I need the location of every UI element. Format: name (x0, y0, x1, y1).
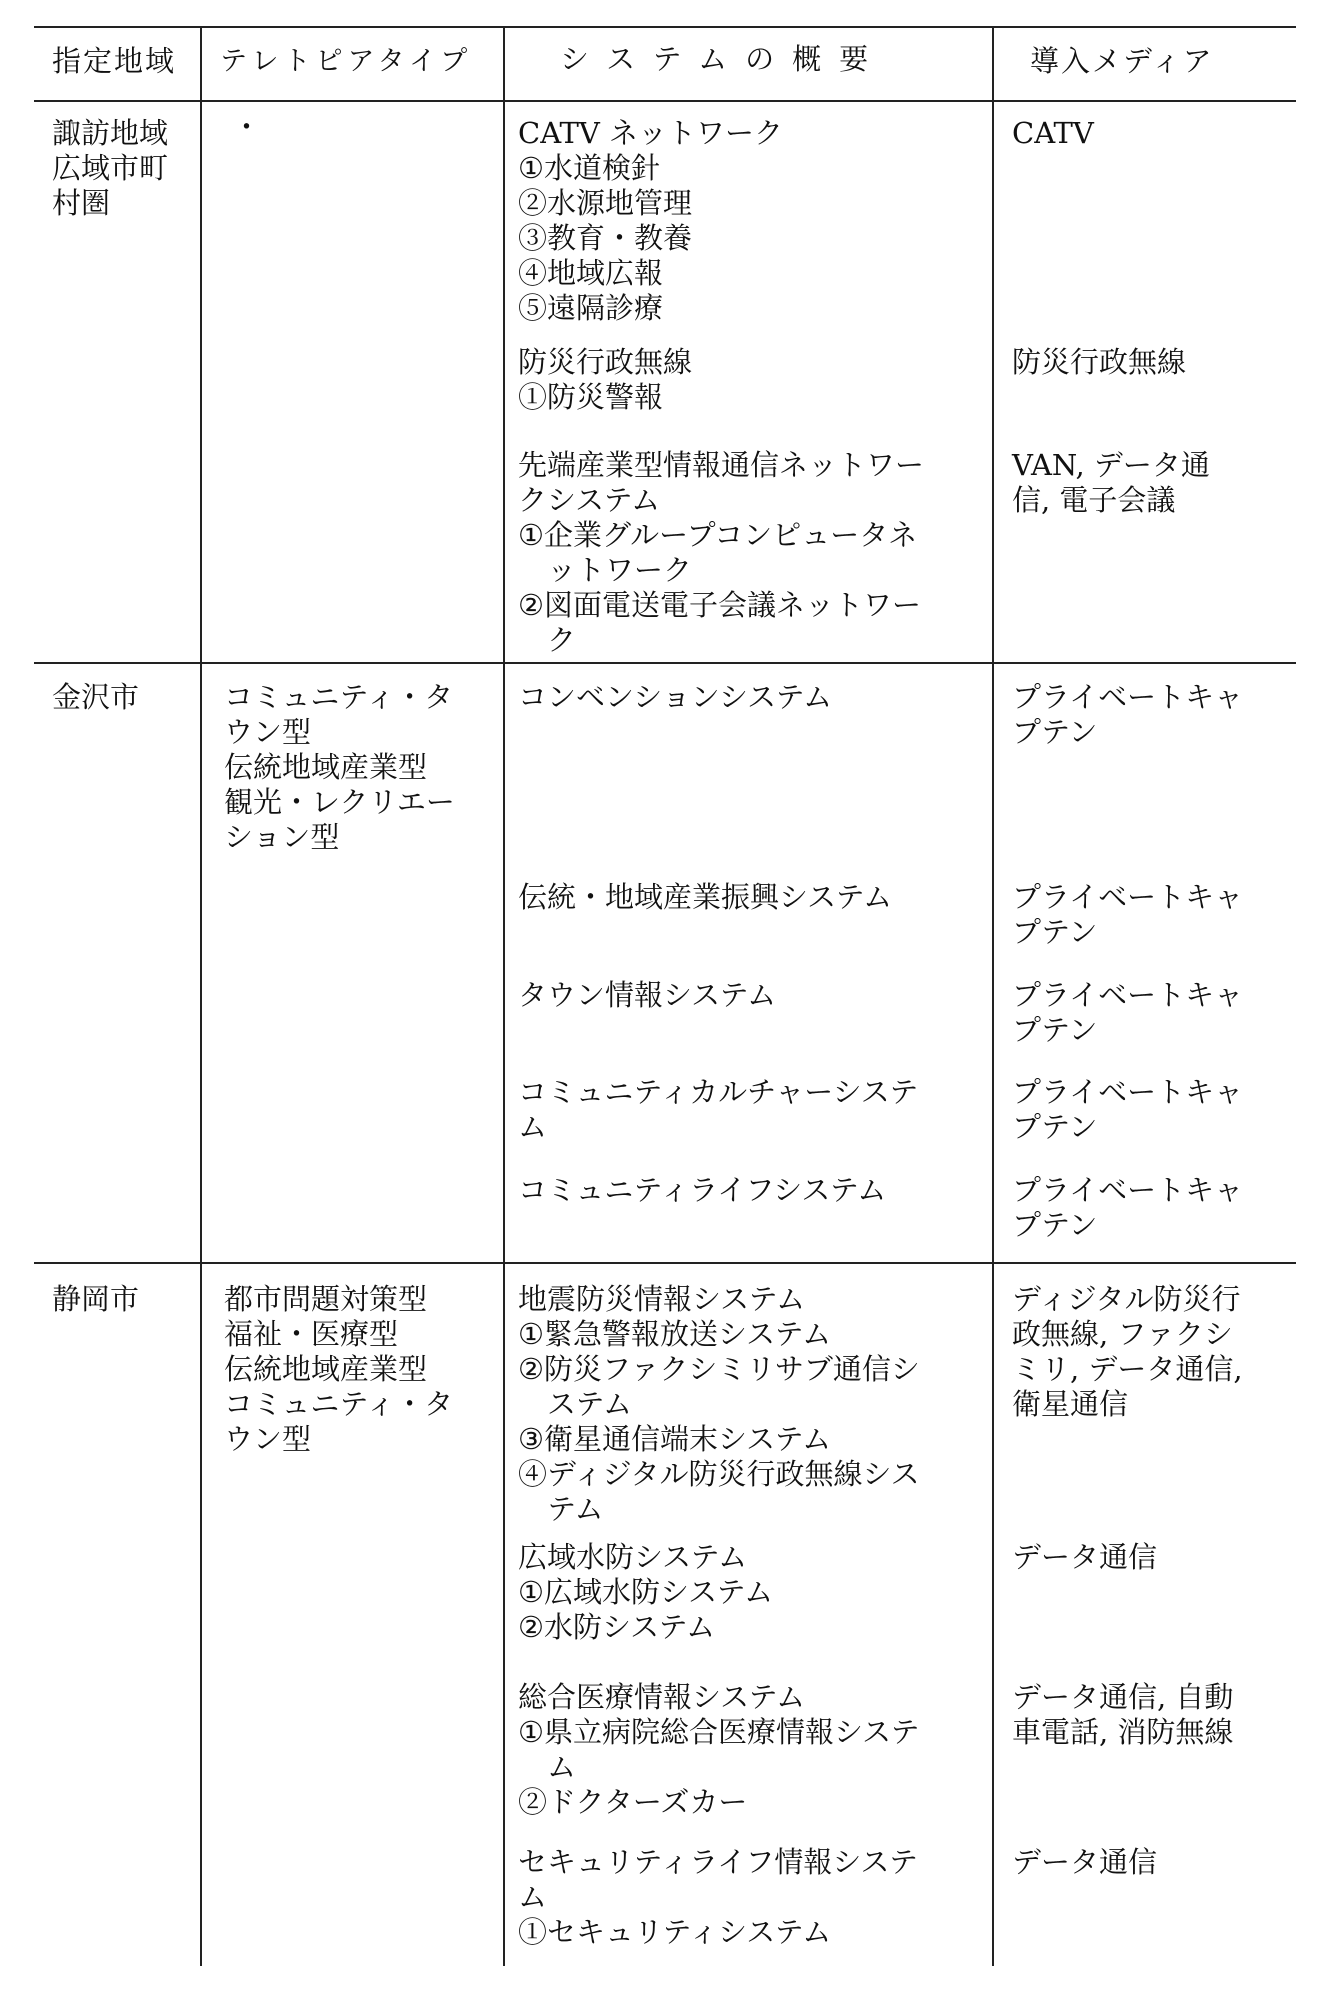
region-cell: 静岡市 (52, 1282, 140, 1316)
media-cell: ディジタル防災行 政無線, ファクシ ミリ, データ通信, 衛星通信 (1012, 1282, 1243, 1421)
section-divider (34, 662, 1296, 664)
column-divider (200, 26, 202, 1966)
media-cell: データ通信, 自動 車電話, 消防無線 (1012, 1680, 1234, 1749)
overview-cell: 先端産業型情報通信ネットワー クシステム ①企業グループコンピュータネ ットワーク ②図面電送電子会議ネットワー ク (518, 448, 925, 657)
overview-cell: 伝統・地域産業振興システム (518, 880, 893, 914)
media-cell: CATV (1012, 116, 1094, 150)
media-cell: プライベートキャ プテン (1012, 1173, 1244, 1242)
media-cell: プライベートキャ プテン (1012, 1075, 1244, 1144)
media-cell: 防災行政無線 (1012, 345, 1187, 379)
section-divider (34, 1262, 1296, 1264)
region-cell: 金沢市 (52, 680, 140, 714)
region-cell: 諏訪地域 広域市町 村圏 (52, 116, 169, 220)
overview-cell: 広域水防システム ①広域水防システム ②水防システム (518, 1540, 774, 1644)
type-cell: コミュニティ・タ ウン型 伝統地域産業型 観光・レクリエー ション型 (224, 680, 455, 854)
media-cell: プライベートキャ プテン (1012, 880, 1244, 949)
media-cell: プライベートキャ プテン (1012, 680, 1244, 749)
table-top-rule (34, 26, 1296, 28)
header-overview: システムの概要 (560, 42, 887, 76)
header-region: 指定地域 (52, 44, 177, 78)
header-bottom-rule (34, 100, 1296, 102)
column-divider (503, 26, 505, 1966)
overview-cell: CATV ネットワーク ①水道検針 ②水源地管理 ③教育・教養 ④地域広報 ⑤遠隔診療 (518, 116, 784, 325)
media-cell: VAN, データ通 信, 電子会議 (1012, 448, 1210, 517)
overview-cell: コミュニティライフシステム (518, 1173, 887, 1207)
header-media: 導入メディア (1030, 44, 1214, 78)
overview-cell: タウン情報システム (518, 978, 777, 1012)
overview-cell: 総合医療情報システム ①県立病院総合医療情報システ ム ②ドクターズカー (518, 1680, 920, 1819)
type-cell: 都市問題対策型 福祉・医療型 伝統地域産業型 コミュニティ・タ ウン型 (224, 1282, 454, 1456)
media-cell: データ通信 (1012, 1845, 1158, 1879)
overview-cell: コミュニティカルチャーシステ ム (518, 1075, 919, 1144)
overview-cell: セキュリティライフ情報システ ム ①セキュリティシステム (518, 1845, 918, 1949)
header-type: テレトピアタイプ (220, 46, 473, 77)
media-cell: プライベートキャ プテン (1012, 978, 1244, 1047)
overview-cell: コンベンションシステム (518, 680, 833, 714)
type-cell: ・ (232, 110, 262, 144)
overview-cell: 防災行政無線 ①防災警報 (518, 345, 693, 414)
media-cell: データ通信 (1012, 1540, 1158, 1574)
column-divider (992, 26, 994, 1966)
overview-cell: 地震防災情報システム ①緊急警報放送システム ②防災ファクシミリサブ通信シ ステム ③衛星通信端末システム ④ディジタル防災行政無線シス テム (518, 1282, 920, 1526)
